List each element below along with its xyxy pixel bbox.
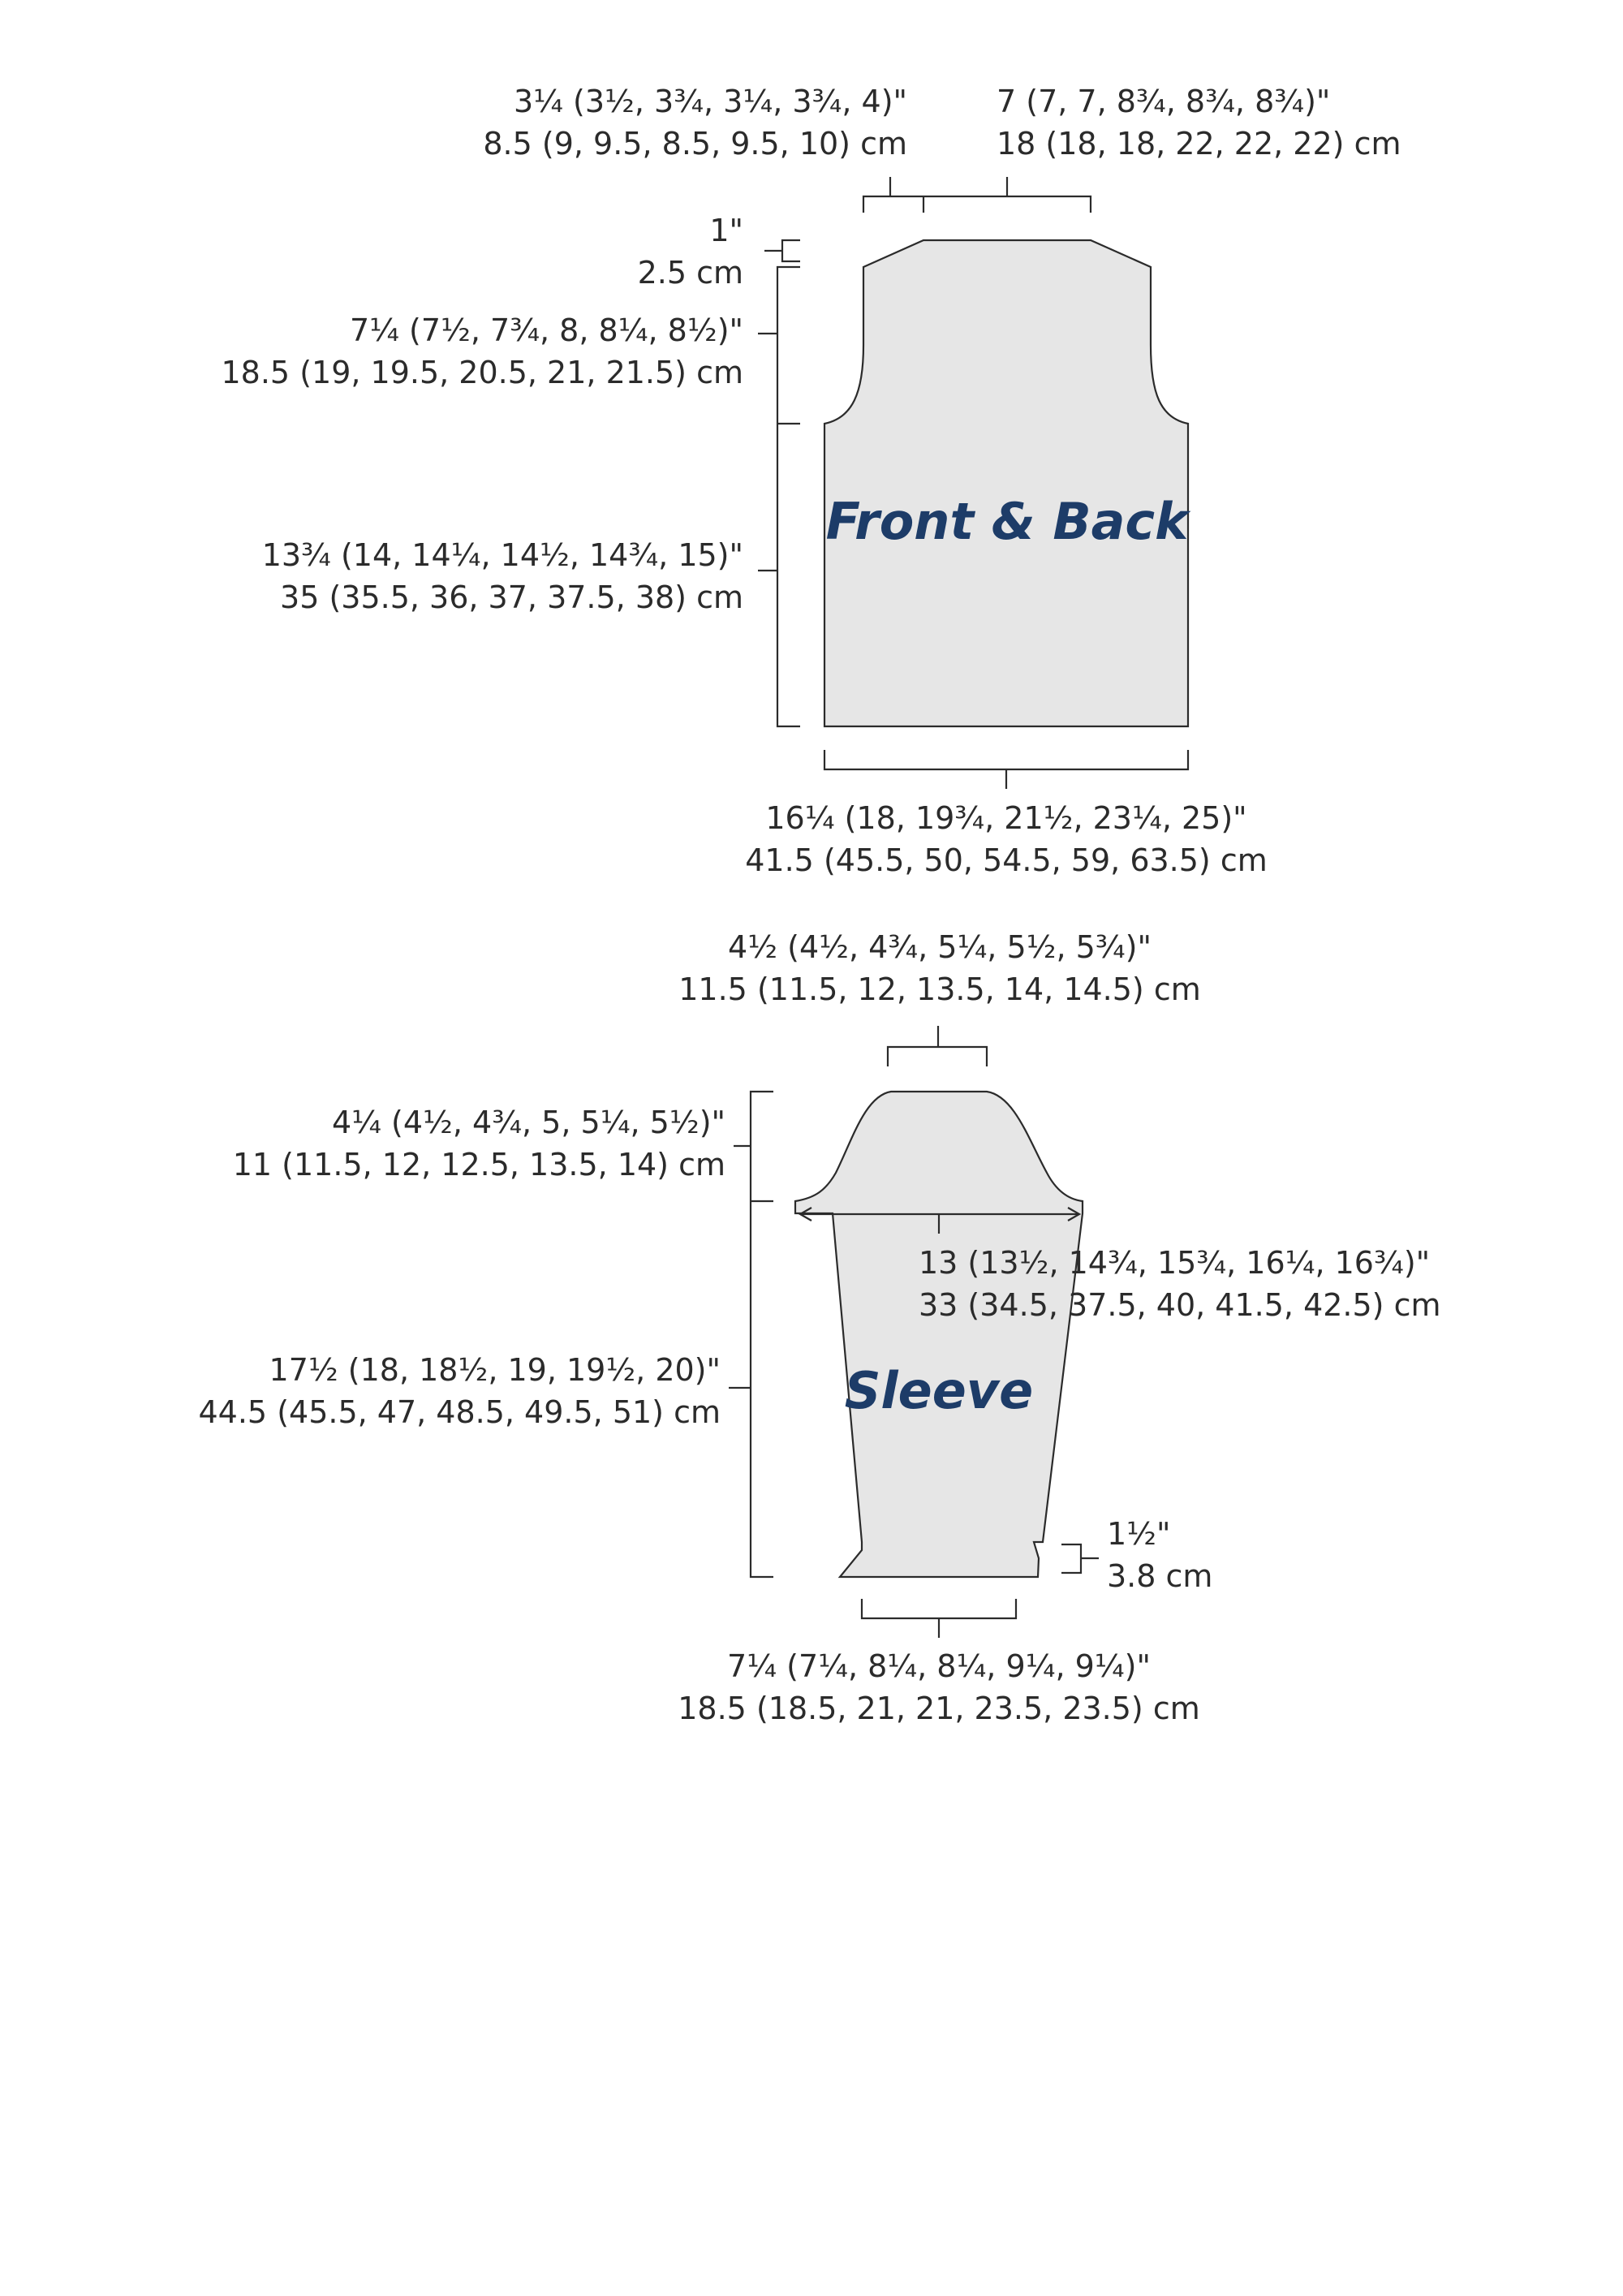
shoulder-width-in: 3¼ (3½, 3¾, 3¼, 3¾, 4)" bbox=[513, 84, 907, 119]
sleeve-length-cm: 44.5 (45.5, 47, 48.5, 49.5, 51) cm bbox=[198, 1394, 721, 1430]
sleeve-label: Sleeve bbox=[844, 1361, 1034, 1420]
shoulder-slope-in: 1" bbox=[709, 213, 743, 248]
shoulder-slope-bracket bbox=[764, 240, 800, 261]
front-back-label: Front & Back bbox=[825, 492, 1189, 551]
sleeve-shape bbox=[795, 1092, 1083, 1577]
body-width-in: 16¼ (18, 19¾, 21½, 23¼, 25)" bbox=[765, 800, 1247, 836]
wrist-bracket bbox=[862, 1599, 1016, 1638]
neck-width-in: 7 (7, 7, 8¾, 8¾, 8¾)" bbox=[997, 84, 1331, 119]
body-width-bracket bbox=[824, 750, 1188, 789]
front-back-top-brackets bbox=[863, 177, 1091, 213]
cap-top-width-in: 4½ (4½, 4¾, 5¼, 5½, 5¾)" bbox=[728, 929, 1152, 965]
armhole-depth-cm: 18.5 (19, 19.5, 20.5, 21, 21.5) cm bbox=[221, 355, 743, 390]
cap-top-bracket bbox=[888, 1026, 987, 1066]
upper-arm-width-in: 13 (13½, 14¾, 15¾, 16¼, 16¾)" bbox=[919, 1245, 1431, 1281]
armhole-depth-in: 7¼ (7½, 7¾, 8, 8¼, 8½)" bbox=[349, 312, 743, 348]
wrist-width-in: 7¼ (7¼, 8¼, 8¼, 9¼, 9¼)" bbox=[727, 1648, 1151, 1684]
shoulder-slope-cm: 2.5 cm bbox=[637, 255, 743, 291]
neck-width-cm: 18 (18, 18, 22, 22, 22) cm bbox=[997, 126, 1401, 162]
cuff-bracket bbox=[1061, 1544, 1099, 1573]
body-length-bracket bbox=[758, 267, 800, 726]
front-back-shape bbox=[824, 240, 1188, 726]
sleeve-length-bracket bbox=[729, 1092, 773, 1577]
sleeve-length-in: 17½ (18, 18½, 19, 19½, 20)" bbox=[269, 1352, 721, 1388]
wrist-width-cm: 18.5 (18.5, 21, 21, 23.5, 23.5) cm bbox=[678, 1691, 1200, 1726]
length-to-armhole-in: 13¾ (14, 14¼, 14½, 14¾, 15)" bbox=[261, 537, 743, 573]
front-back-piece bbox=[824, 240, 1191, 726]
cap-top-width-cm: 11.5 (11.5, 12, 13.5, 14, 14.5) cm bbox=[678, 971, 1201, 1007]
cap-height-in: 4¼ (4½, 4¾, 5, 5¼, 5½)" bbox=[331, 1105, 725, 1140]
shoulder-width-cm: 8.5 (9, 9.5, 8.5, 9.5, 10) cm bbox=[483, 126, 907, 162]
cuff-depth-cm: 3.8 cm bbox=[1107, 1558, 1213, 1594]
cap-height-cm: 11 (11.5, 12, 12.5, 13.5, 14) cm bbox=[232, 1147, 725, 1182]
upper-arm-width-cm: 33 (34.5, 37.5, 40, 41.5, 42.5) cm bbox=[919, 1287, 1441, 1323]
length-to-armhole-cm: 35 (35.5, 36, 37, 37.5, 38) cm bbox=[280, 579, 743, 615]
body-width-cm: 41.5 (45.5, 50, 54.5, 59, 63.5) cm bbox=[745, 842, 1268, 878]
cuff-depth-in: 1½" bbox=[1107, 1516, 1171, 1552]
sleeve-piece bbox=[795, 1092, 1083, 1577]
